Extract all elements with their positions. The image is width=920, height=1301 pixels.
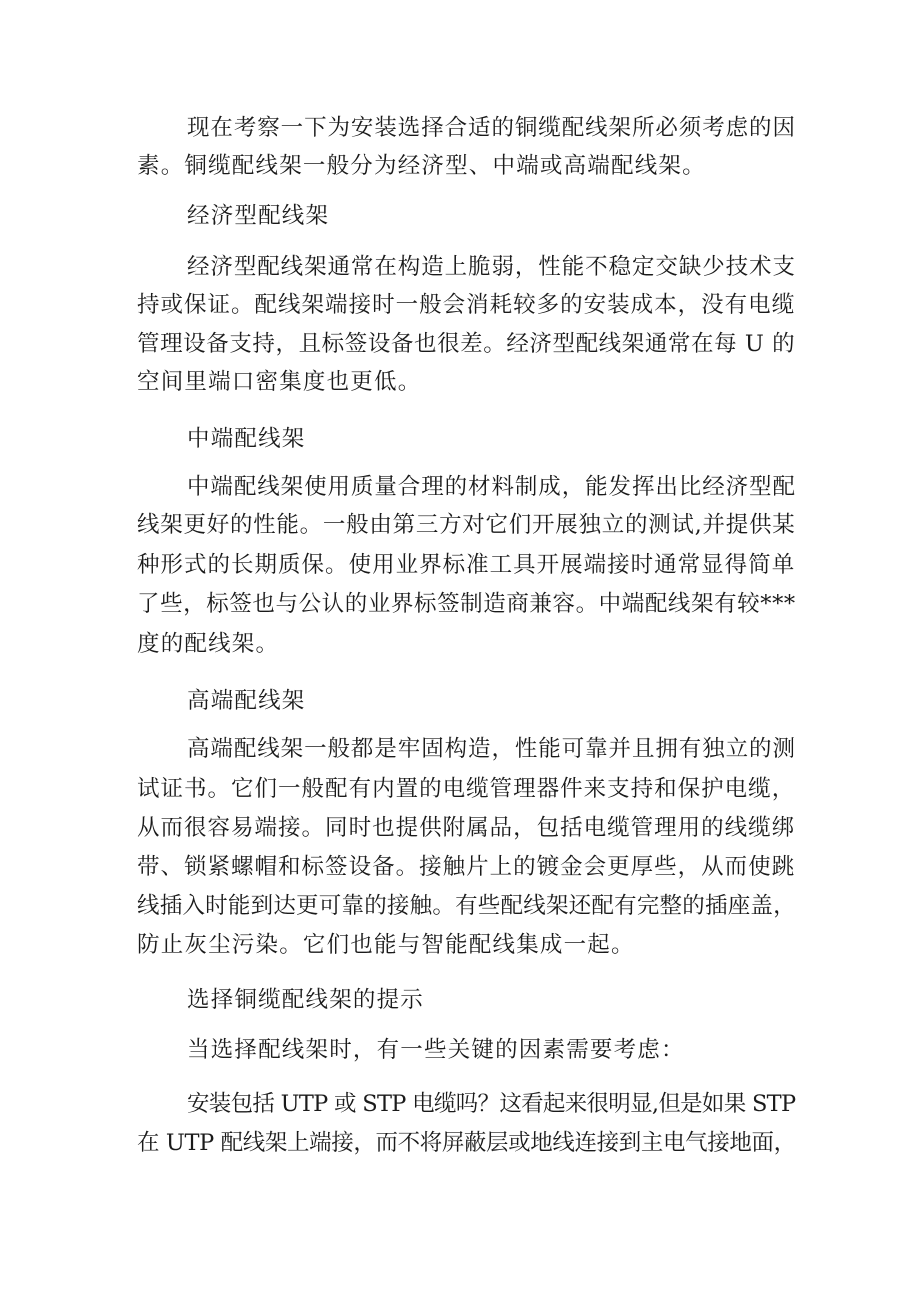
paragraph-line: 现在考察一下为安装选择合适的铜缆配线架所必须考虑的因 [187,115,796,141]
paragraph-line: 中端配线架使用质量合理的材料制成，能发挥出比经济型配 [187,474,796,500]
section-heading-highend: 高端配线架 [187,688,306,714]
paragraph-line: 线架更好的性能。一般由第三方对它们开展独立的测试,并提供某 [137,512,796,538]
paragraph-line: 空间里端口密集度也更低。 [137,369,422,395]
paragraph-line: 种形式的长期质保。使用业界标准工具开展端接时通常显得简单 [137,552,796,578]
section-heading-tips: 选择铜缆配线架的提示 [187,987,425,1013]
section-heading-midrange: 中端配线架 [187,426,306,452]
paragraph-line: 素。铜缆配线架一般分为经济型、中端或高端配线架。 [137,153,706,179]
paragraph-line: 线插入时能到达更可靠的接触。有些配线架还配有完整的插座盖， [137,893,796,919]
paragraph-line: 试证书。它们一般配有内置的电缆管理器件来支持和保护电缆， [137,776,796,802]
paragraph-line: 当选择配线架时，有一些关键的因素需要考虑： [187,1037,685,1063]
paragraph-line: 从而很容易端接。同时也提供附属品，包括电缆管理用的线缆绑 [137,815,796,841]
paragraph-line: 在 UTP 配线架上端接，而不将屏蔽层或地线连接到主电气接地面， [137,1130,796,1156]
paragraph-line: 防止灰尘污染。它们也能与智能配线集成一起。 [137,932,635,958]
paragraph-line: 安装包括 UTP 或 STP 电缆吗？这看起来很明显,但是如果 STP [187,1091,796,1117]
section-heading-economy: 经济型配线架 [187,203,330,229]
paragraph-line: 了些，标签也与公认的业界标签制造商兼容。中端配线架有较*** [137,591,796,617]
paragraph-line: 管理设备支持，且标签设备也很差。经济型配线架通常在每 U 的 [137,331,796,357]
paragraph-line: 经济型配线架通常在构造上脆弱，性能不稳定交缺少技术支 [187,254,796,280]
paragraph-line: 度的配线架。 [137,631,280,657]
paragraph-line: 高端配线架一般都是牢固构造，性能可靠并且拥有独立的测 [187,736,796,762]
paragraph-line: 持或保证。配线架端接时一般会消耗较多的安装成本，没有电缆 [137,292,796,318]
paragraph-line: 带、锁紧螺帽和标签设备。接触片上的镀金会更厚些，从而使跳 [137,854,796,880]
